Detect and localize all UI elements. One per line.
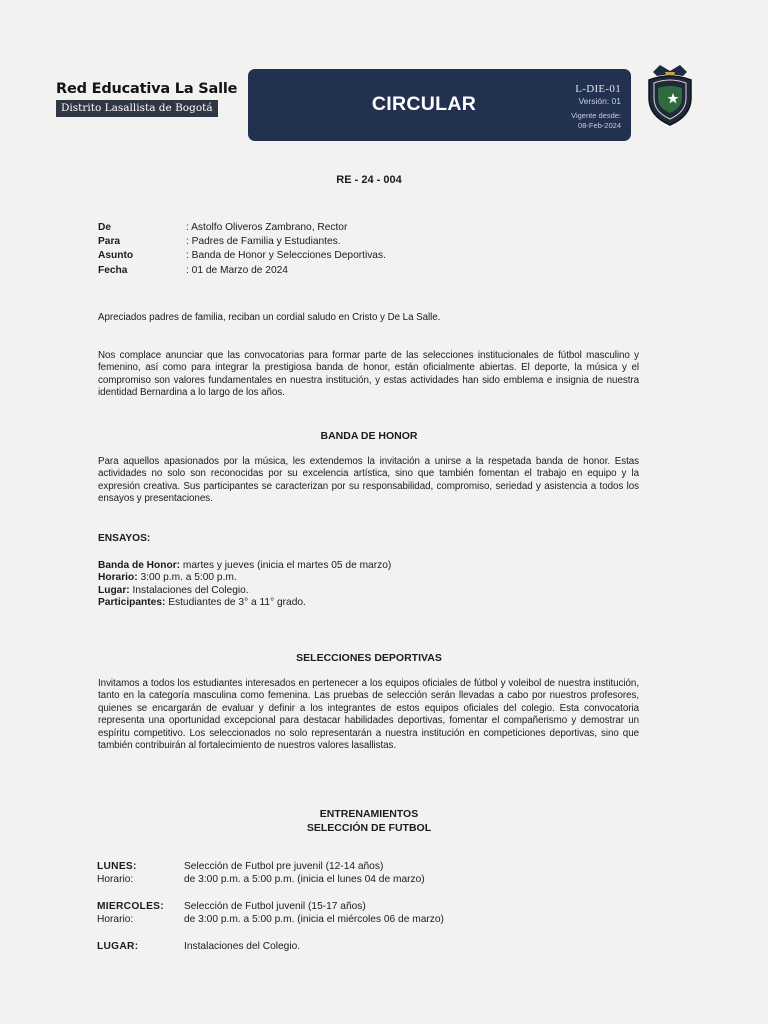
reference-number: RE - 24 - 004	[336, 174, 402, 186]
wednesday-hours-row	[97, 913, 444, 926]
monday-value: Selección de Futbol pre juvenil (12-14 años)	[184, 861, 384, 872]
monday-hours-row	[97, 873, 425, 886]
banner-title: CIRCULAR	[371, 93, 477, 115]
monday-schedule	[97, 860, 425, 886]
monday-hours-label: Horario:	[97, 874, 134, 885]
rehearsal-hours-row	[98, 572, 391, 584]
rehearsal-place-label: Lugar:	[98, 584, 130, 596]
memo-from-row	[98, 221, 386, 235]
memo-date-value: : 01 de Marzo de 2024	[186, 264, 288, 276]
place-row	[97, 940, 300, 953]
rehearsals-title: ENSAYOS:	[98, 533, 151, 544]
rehearsal-participants-label: Participantes:	[98, 597, 166, 609]
wednesday-row	[97, 900, 444, 913]
wednesday-hours-value: de 3:00 p.m. a 5:00 p.m. (inicia el miércoles 06 de marzo)	[184, 914, 444, 925]
rehearsal-details	[98, 560, 391, 610]
memo-to-label: Para	[98, 236, 121, 248]
rehearsal-hours-value: 3:00 p.m. a 5:00 p.m.	[137, 572, 237, 584]
training-heading: ENTRENAMIENTOS	[319, 808, 419, 820]
monday-row	[97, 860, 425, 873]
wednesday-schedule	[97, 900, 444, 926]
wednesday-hours-label: Horario:	[97, 914, 134, 925]
memo-from-label: De	[98, 222, 112, 233]
greeting-paragraph: Apreciados padres de familia, reciban un cordial saludo en Cristo y De La Salle.	[98, 312, 441, 323]
sports-paragraph: Invitamos a todos los estudiantes interesados en pertenecer a los equipos oficiales de fútbol y voleibol de nuestra institución, tanto en la categoría masculina como femenina. Las pruebas de selección serán llevadas a cabo por nuestros profesores, quienes se encargarán de evaluar y definir a los integrantes de estos equipos oficiales del colegio. Esta convocatoria representa una oportunidad excepcional para destacar habilidades deportivas, fomentar el compañerismo y demostrar un espíritu competitivo. Los seleccionados no solo representarán a nuestra institución en competiciones deportivas, sino que también contribuirán al fortalecimiento de nuestros valores lasallistas.	[98, 678, 639, 752]
school-crest-logo	[643, 62, 697, 128]
place-label: LUGAR:	[97, 941, 139, 952]
document-code: L-DIE-01	[575, 83, 621, 95]
circular-banner	[248, 69, 631, 141]
organization-name: Red Educativa La Salle	[56, 81, 238, 97]
rehearsal-hours-label: Horario:	[98, 572, 138, 584]
district-label: Distrito Lasallista de Bogotá	[56, 100, 218, 117]
place-value: Instalaciones del Colegio.	[184, 941, 301, 952]
training-subheading: SELECCIÓN DE FUTBOL	[306, 822, 432, 834]
memo-from-value: : Astolfo Oliveros Zambrano, Rector	[186, 222, 348, 233]
rehearsal-participants-row	[98, 597, 391, 609]
memo-date-row	[98, 264, 386, 278]
memo-subject-label: Asunto	[98, 250, 134, 262]
valid-from-label: Vigente desde:	[571, 111, 621, 120]
rehearsal-place-value: Instalaciones del Colegio.	[129, 584, 249, 596]
monday-hours-value: de 3:00 p.m. a 5:00 p.m. (inicia el lunes 04 de marzo)	[184, 874, 425, 885]
rehearsal-place-row	[98, 585, 391, 597]
valid-from-date: 08-Feb-2024	[578, 121, 621, 130]
memo-subject-value: : Banda de Honor y Selecciones Deportivas.	[186, 250, 386, 262]
intro-paragraph: Nos complace anunciar que las convocatorias para formar parte de las selecciones institucionales de fútbol masculino y femenino, así como para integrar la prestigiosa banda de honor, están oficialmente abiertas. El deporte, la música y el compromiso son valores fundamentales en nuestra institución, y estas actividades han sido emblema e insignia de nuestra identidad Bernardina a lo largo de los años.	[98, 350, 639, 399]
memo-date-label: Fecha	[98, 264, 128, 276]
memo-to-value: : Padres de Familia y Estudiantes.	[186, 236, 341, 248]
memo-details	[98, 221, 386, 278]
band-paragraph: Para aquellos apasionados por la música, les extendemos la invitación a unirse a la respetada banda de honor. Estas actividades no solo son reconocidas por su excelencia artística, sino que también fomentan el trabajo en equipo y la expresión creativa. Sus participantes se caracterizan por su responsabilidad, compromiso, seriedad y asistencia a todos los ensayos y presentaciones.	[98, 456, 639, 505]
rehearsal-band-value: martes y jueves (inicia el martes 05 de marzo)	[180, 560, 392, 571]
validity-info	[571, 111, 621, 131]
monday-label: LUNES:	[97, 861, 137, 872]
memo-to-row	[98, 235, 386, 249]
band-heading: BANDA DE HONOR	[320, 430, 418, 442]
document-version: Versión: 01	[578, 96, 621, 106]
wednesday-label: MIERCOLES:	[97, 901, 164, 912]
rehearsal-participants-value: Estudiantes de 3° a 11° grado.	[165, 597, 306, 609]
sports-heading: SELECCIONES DEPORTIVAS	[296, 652, 442, 664]
rehearsal-band-label: Banda de Honor:	[98, 560, 181, 571]
place-schedule	[97, 940, 300, 953]
wednesday-value: Selección de Futbol juvenil (15-17 años)	[184, 901, 366, 912]
organization-header	[56, 81, 238, 117]
memo-subject-row	[98, 249, 386, 263]
rehearsal-band-row	[98, 560, 391, 572]
